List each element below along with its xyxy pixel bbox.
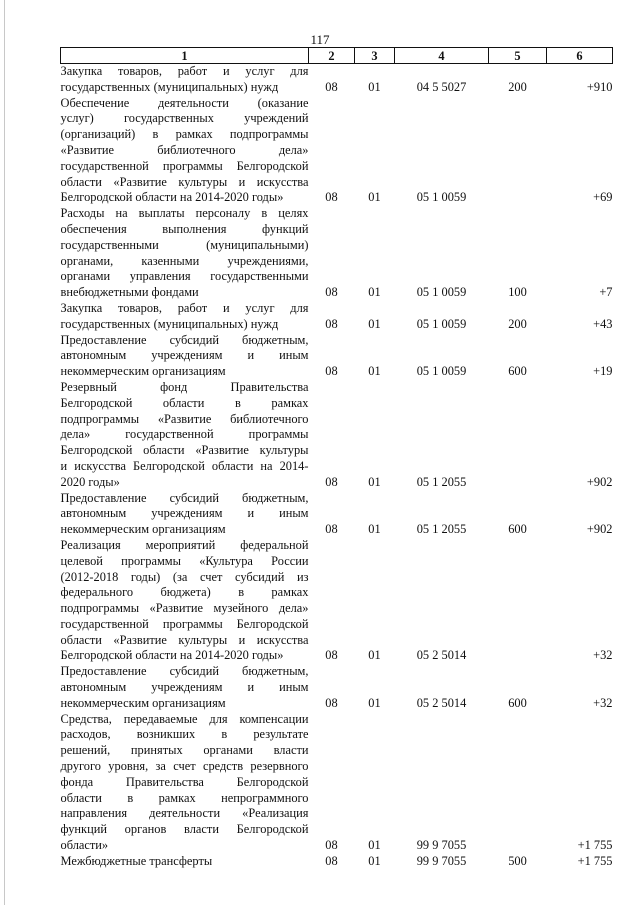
description-line: Предоставление субсидий бюджетным, xyxy=(60,490,309,505)
description-line: Белгородской области «Развитие культуры xyxy=(60,443,309,458)
target-article-code: 05 2 5014 xyxy=(416,648,467,663)
expense-type-code: 600 xyxy=(508,364,527,379)
description-line: некоммерческим организациям xyxy=(60,695,226,710)
description-line: Резервный фонд Правительства xyxy=(60,379,309,394)
description-line: подпрограммы «Развитие музейного дела» xyxy=(60,601,309,616)
description-line: другого уровня, за счет средств резервного xyxy=(60,759,309,774)
description-line: федерального бюджета) в рамках xyxy=(60,585,309,600)
description-line: некоммерческим организациям xyxy=(60,522,226,537)
amount-change: +902 xyxy=(586,522,613,537)
description-line: целевой программы «Культура России xyxy=(60,553,309,568)
amount-change: +7 xyxy=(599,285,613,300)
expense-type-code xyxy=(489,712,547,854)
description-line: (организаций) в рамках подпрограммы xyxy=(60,127,309,142)
expense-type-code: 100 xyxy=(508,285,527,300)
description-line: 2020 годы» xyxy=(60,474,120,489)
description-line: подпрограммы «Развитие библиотечного xyxy=(60,411,309,426)
target-article-code: 05 1 0059 xyxy=(416,316,467,331)
row-description xyxy=(61,64,309,96)
description-line: государственной программы Белгородской xyxy=(60,158,309,173)
subsection-code: 01 xyxy=(368,285,381,300)
description-line: Закупка товаров, работ и услуг для xyxy=(60,64,309,78)
table-row xyxy=(61,64,613,96)
row-description xyxy=(61,380,309,491)
description-line: области «Развитие культуры и искусства xyxy=(60,632,309,647)
subsection-code: 01 xyxy=(368,79,381,94)
budget-table xyxy=(60,47,613,870)
description-line: Белгородской области на 2014-2020 годы» xyxy=(60,648,284,663)
row-description xyxy=(61,301,309,333)
section-code: 08 xyxy=(325,522,338,537)
table-row xyxy=(61,854,613,870)
description-line: Реализация мероприятий федеральной xyxy=(60,537,309,552)
description-line: фонда Правительства Белгородской xyxy=(60,774,309,789)
target-article-code: 05 1 0059 xyxy=(416,190,467,205)
header-col-2: 2 xyxy=(309,48,355,64)
row-description xyxy=(61,333,309,380)
description-line: Закупка товаров, работ и услуг для xyxy=(60,300,309,315)
subsection-code: 01 xyxy=(368,648,381,663)
subsection-code: 01 xyxy=(368,838,381,853)
description-line: области в рамках непрограммного xyxy=(60,790,309,805)
scan-edge-line xyxy=(4,0,5,905)
subsection-code: 01 xyxy=(368,853,381,868)
table-row xyxy=(61,712,613,854)
description-line: функций органов власти Белгородской xyxy=(60,822,309,837)
target-article-code: 05 1 2055 xyxy=(416,474,467,489)
section-code: 08 xyxy=(325,838,338,853)
section-code: 08 xyxy=(325,695,338,710)
row-description xyxy=(61,96,309,207)
target-article-code: 05 1 0059 xyxy=(416,364,467,379)
amount-change: +32 xyxy=(593,648,613,663)
expense-type-code: 200 xyxy=(508,79,527,94)
description-line: автономным учреждениям и иным xyxy=(60,348,309,363)
row-description xyxy=(61,491,309,538)
header-col-1: 1 xyxy=(61,48,309,64)
table-body xyxy=(61,64,613,870)
description-line: автономным учреждениям и иным xyxy=(60,506,309,521)
subsection-code: 01 xyxy=(368,364,381,379)
amount-change: +1 755 xyxy=(577,838,613,853)
section-code: 08 xyxy=(325,648,338,663)
row-description xyxy=(61,712,309,854)
section-code: 08 xyxy=(325,79,338,94)
description-line: Межбюджетные трансферты xyxy=(60,853,213,868)
amount-change: +1 755 xyxy=(577,853,613,868)
amount-change: +19 xyxy=(593,364,613,379)
target-article-code: 99 9 7055 xyxy=(416,838,467,853)
description-line: решений, принятых органами власти xyxy=(60,743,309,758)
table-row xyxy=(61,96,613,207)
row-description xyxy=(61,854,309,870)
table-row xyxy=(61,538,613,664)
target-article-code: 05 1 2055 xyxy=(416,522,467,537)
description-line: внебюджетными фондами xyxy=(60,285,199,300)
target-article-code: 05 1 0059 xyxy=(416,285,467,300)
description-line: области «Развитие культуры и искусства xyxy=(60,174,309,189)
description-line: услуг) государственных учреждений xyxy=(60,111,309,126)
target-article-code: 05 2 5014 xyxy=(416,695,467,710)
description-line: «Развитие библиотечного дела» xyxy=(60,142,309,157)
description-line: некоммерческим организациям xyxy=(60,364,226,379)
description-line: Белгородской области в рамках xyxy=(60,395,309,410)
expense-type-code: 500 xyxy=(508,853,527,868)
expense-type-code: 600 xyxy=(508,695,527,710)
description-line: Расходы на выплаты персоналу в целях xyxy=(60,206,309,221)
description-line: обеспечения выполнения функций xyxy=(60,221,309,236)
description-line: органами управления государственными xyxy=(60,269,309,284)
description-line: государственных (муниципальных) нужд xyxy=(60,79,279,94)
row-description xyxy=(61,664,309,711)
section-code: 08 xyxy=(325,364,338,379)
description-line: государственной программы Белгородской xyxy=(60,616,309,631)
expense-type-code xyxy=(489,380,547,491)
expense-type-code xyxy=(489,96,547,207)
table-row xyxy=(61,333,613,380)
description-line: автономным учреждениям и иным xyxy=(60,680,309,695)
target-article-code: 04 5 5027 xyxy=(416,79,467,94)
subsection-code: 01 xyxy=(368,190,381,205)
header-col-6: 6 xyxy=(547,48,613,64)
subsection-code: 01 xyxy=(368,695,381,710)
description-line: и искусства Белгородской области на 2014- xyxy=(60,458,309,473)
section-code: 08 xyxy=(325,853,338,868)
expense-type-code xyxy=(489,538,547,664)
description-line: органами, казенными учреждениями, xyxy=(60,253,309,268)
page-number: 117 xyxy=(310,32,330,47)
description-line: Обеспечение деятельности (оказание xyxy=(60,95,309,110)
table-row xyxy=(61,380,613,491)
table-row xyxy=(61,301,613,333)
subsection-code: 01 xyxy=(368,522,381,537)
description-line: государственных (муниципальных) нужд xyxy=(60,316,279,331)
description-line: Предоставление субсидий бюджетным, xyxy=(60,332,309,347)
amount-change: +43 xyxy=(593,316,613,331)
amount-change: +32 xyxy=(593,695,613,710)
header-col-5: 5 xyxy=(489,48,547,64)
header-col-3: 3 xyxy=(355,48,395,64)
table-row xyxy=(61,664,613,711)
description-line: области» xyxy=(60,838,109,853)
table-header xyxy=(61,48,613,64)
subsection-code: 01 xyxy=(368,474,381,489)
description-line: расходов, возникших в результате xyxy=(60,727,309,742)
expense-type-code: 600 xyxy=(508,522,527,537)
table-row xyxy=(61,206,613,301)
section-code: 08 xyxy=(325,190,338,205)
expense-type-code: 200 xyxy=(508,316,527,331)
description-line: Белгородской области на 2014-2020 годы» xyxy=(60,190,284,205)
header-col-4: 4 xyxy=(395,48,489,64)
description-line: (2012-2018 годы) (за счет субсидий из xyxy=(60,569,309,584)
description-line: Средства, передаваемые для компенсации xyxy=(60,711,309,726)
amount-change: +902 xyxy=(586,474,613,489)
section-code: 08 xyxy=(325,474,338,489)
table-row xyxy=(61,491,613,538)
description-line: Предоставление субсидий бюджетным, xyxy=(60,664,309,679)
amount-change: +910 xyxy=(586,79,613,94)
subsection-code: 01 xyxy=(368,316,381,331)
description-line: государственными (муниципальными) xyxy=(60,237,309,252)
amount-change: +69 xyxy=(593,190,613,205)
target-article-code: 99 9 7055 xyxy=(416,853,467,868)
section-code: 08 xyxy=(325,285,338,300)
section-code: 08 xyxy=(325,316,338,331)
row-description xyxy=(61,538,309,664)
description-line: направления деятельности «Реализация xyxy=(60,806,309,821)
description-line: дела» государственной программы xyxy=(60,427,309,442)
row-description xyxy=(61,206,309,301)
